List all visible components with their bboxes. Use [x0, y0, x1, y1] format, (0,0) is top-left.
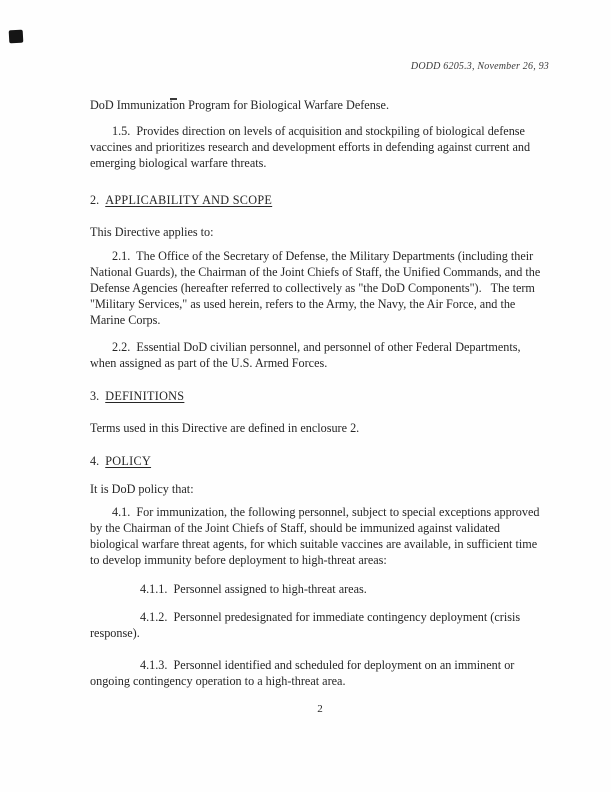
section-2-number: 2. [90, 193, 100, 207]
section-4-title: POLICY [105, 454, 152, 468]
continuation-line: DoD Immunization Program for Biological Warfare Defense. [90, 98, 389, 112]
scan-artifact-mark [9, 30, 24, 44]
section-2-title: APPLICABILITY AND SCOPE [105, 193, 273, 207]
page-number: 2 [317, 703, 323, 715]
paragraph-2-1: 2.1. The Office of the Secretary of Defense, the Military Departments (including their National Guards), the Chairman of the Joint Chiefs of Staff, the Unified Commands, and the Defense Agencies (hereafter referred to collectively as "the DoD Components"). The term "Military Services," as used herein, refers to the Army, the Navy, the Air Force, and the Marine Corps. [90, 249, 544, 327]
paragraph-4-1: 4.1. For immunization, the following personnel, subject to special exceptions approved by the Chairman of the Joint Chiefs of Staff, should be immunized against validated biological warfare threat agents, for which suitable vaccines are available, in sufficient time to develop immunity before deployment to high-threat areas: [90, 505, 543, 567]
section-3-lead: Terms used in this Directive are defined in enclosure 2. [90, 421, 360, 435]
paragraph-4-1-2: 4.1.2. Personnel predesignated for immediate contingency deployment (crisis response). [90, 610, 524, 640]
section-3-title: DEFINITIONS [105, 389, 185, 403]
section-4-lead: It is DoD policy that: [90, 482, 194, 496]
section-2-heading [90, 192, 542, 208]
paragraph-4-1-3: 4.1.3. Personnel identified and scheduled for deployment on an imminent or ongoing contingency operation to a high-threat area. [90, 658, 518, 688]
section-4-number: 4. [90, 454, 100, 468]
section-3-number: 3. [90, 389, 100, 403]
section-3-heading [90, 388, 542, 404]
paragraph-1-5: 1.5. Provides direction on levels of acquisition and stockpiling of biological defense vaccines and prioritizes research and development efforts in defending against current and emerging biological warfare threats. [90, 124, 534, 170]
paragraph-4-1-1: 4.1.1. Personnel assigned to high-threat areas. [140, 582, 367, 596]
section-2-lead: This Directive applies to: [90, 225, 214, 239]
document-header: DODD 6205.3, November 26, 93 [410, 61, 549, 72]
paragraph-2-2: 2.2. Essential DoD civilian personnel, and personnel of other Federal Departments, when assigned as part of the U.S. Armed Forces. [90, 340, 524, 370]
section-4-heading [90, 453, 542, 469]
